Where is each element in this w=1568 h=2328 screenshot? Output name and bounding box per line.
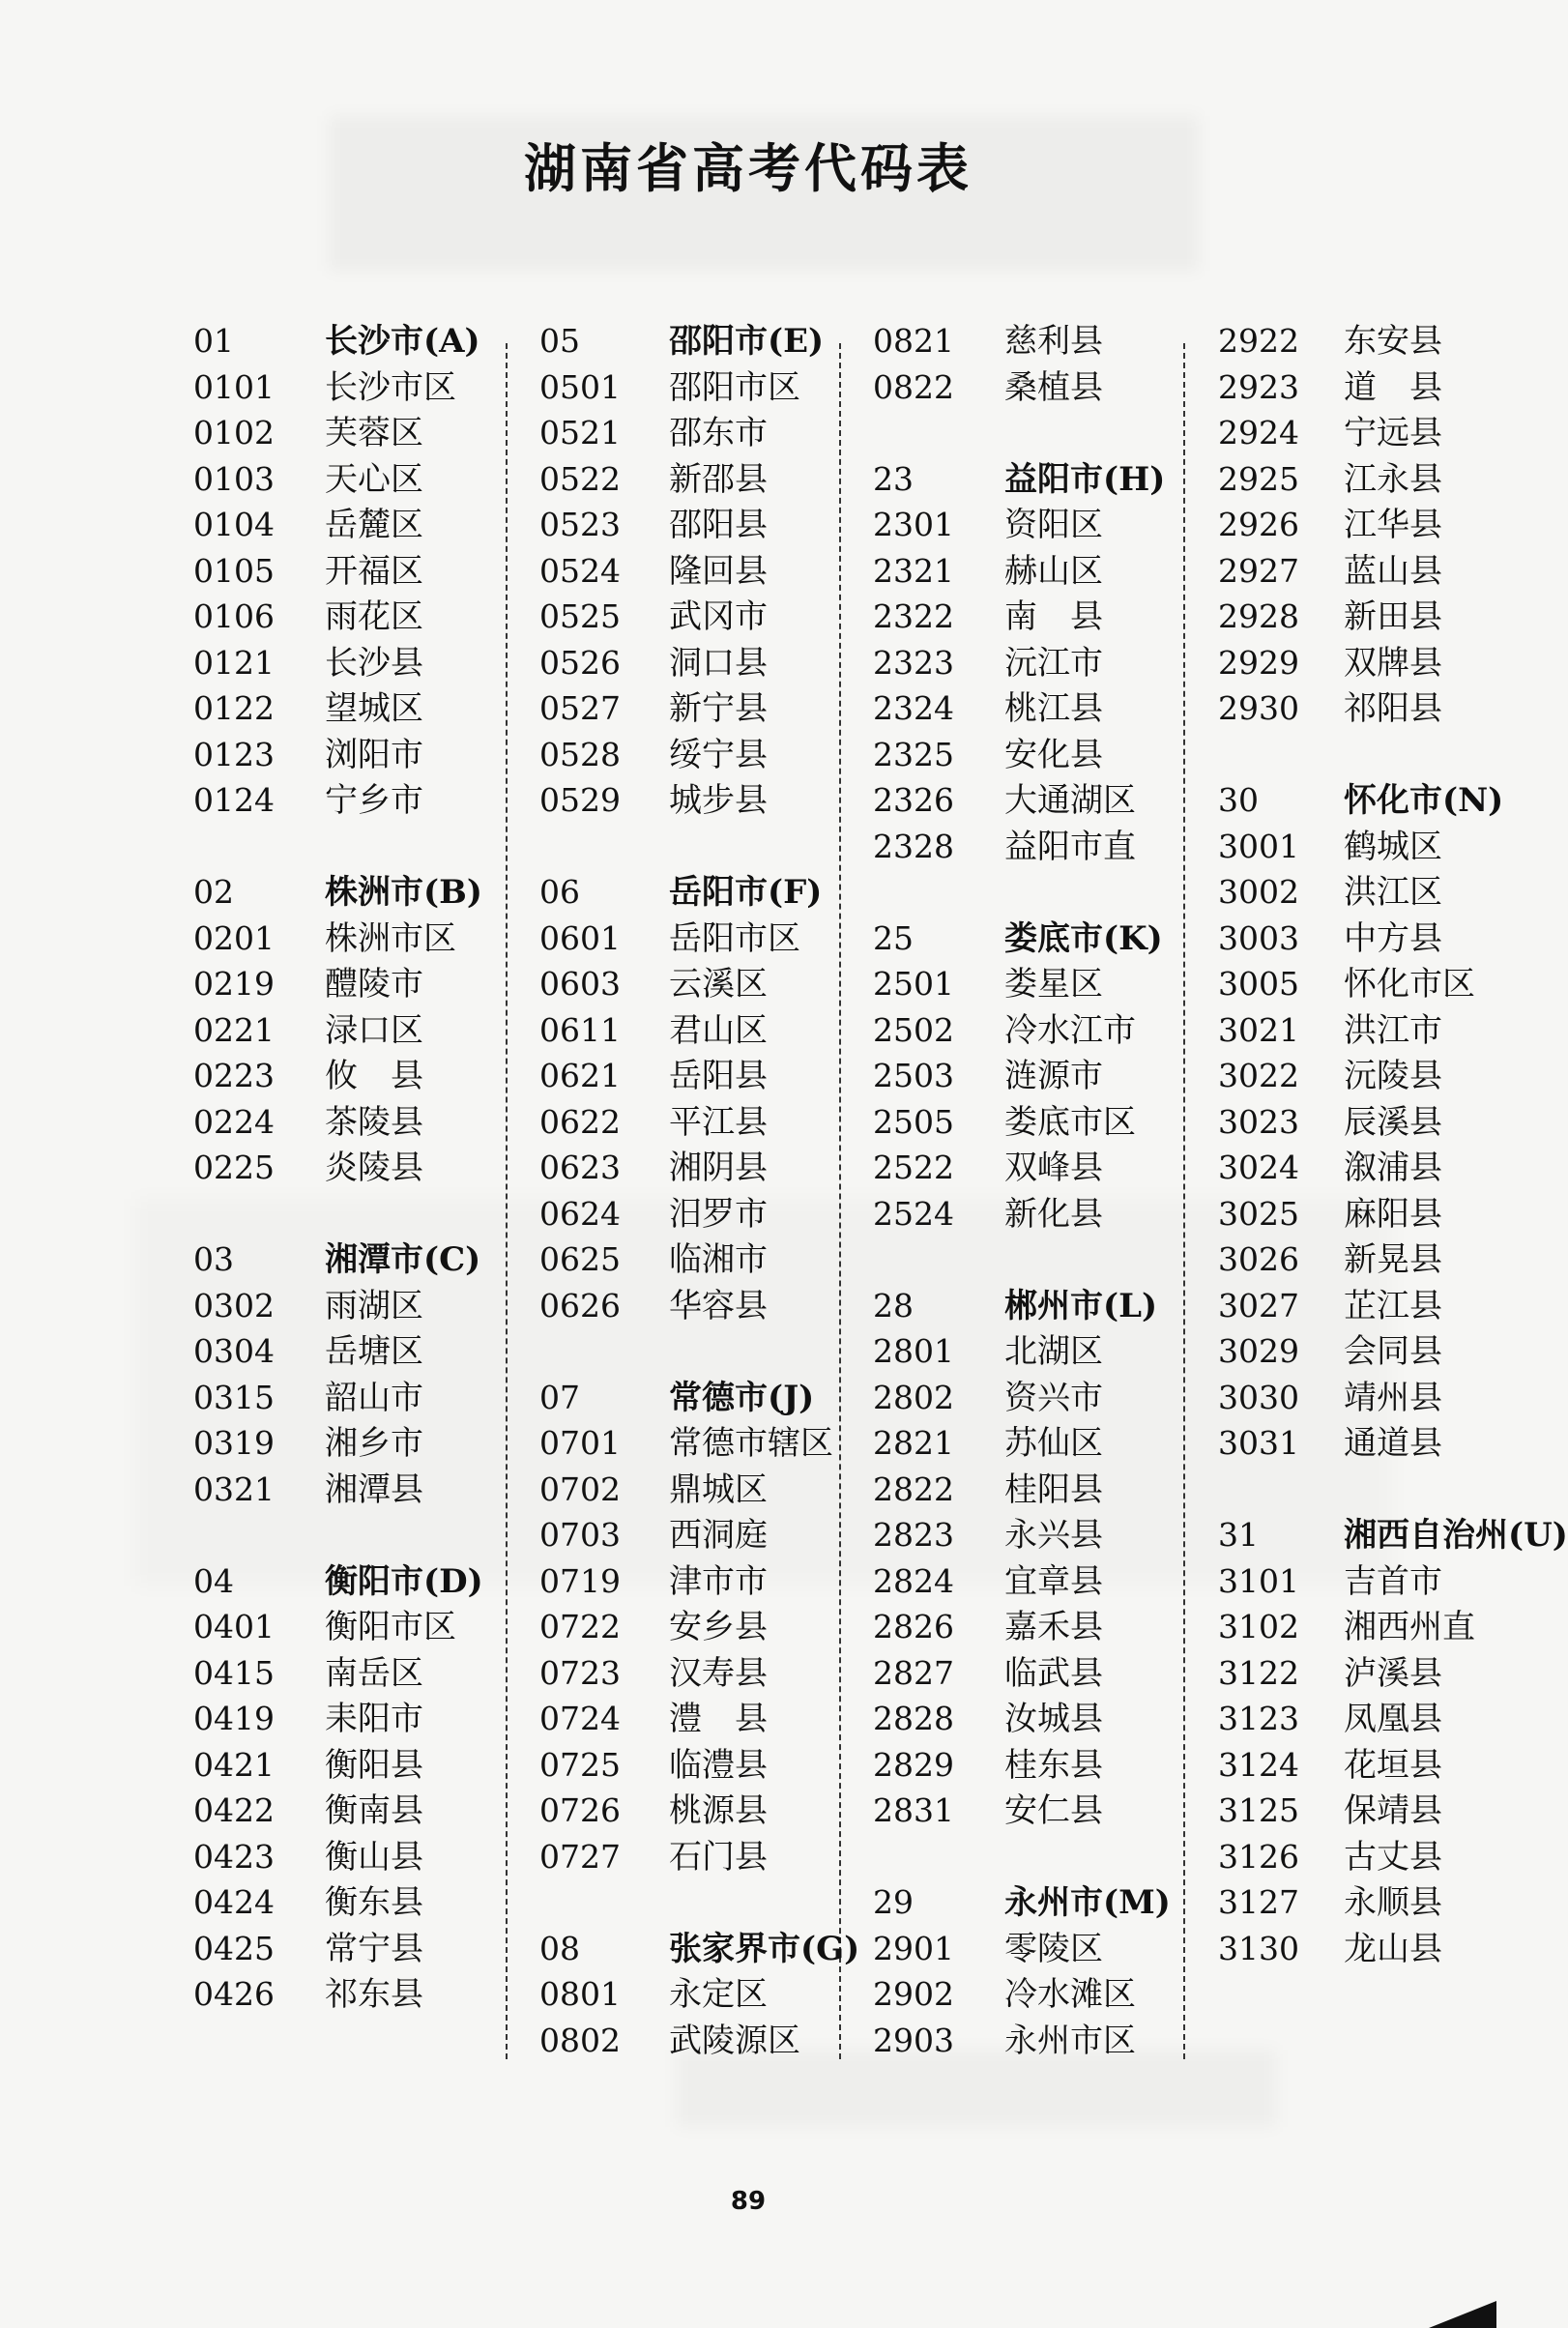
region-name: 中方县 bbox=[1344, 918, 1442, 958]
region-name: 桂东县 bbox=[1004, 1745, 1103, 1785]
region-code: 03 bbox=[193, 1240, 234, 1278]
region-code: 3026 bbox=[1218, 1240, 1299, 1278]
region-code: 0225 bbox=[193, 1149, 275, 1186]
region-name: 华容县 bbox=[669, 1286, 768, 1325]
region-code: 0103 bbox=[193, 459, 275, 498]
region-name: 慈利县 bbox=[1004, 322, 1103, 361]
page-corner-mark bbox=[1429, 2301, 1496, 2328]
region-code: 0426 bbox=[193, 1975, 275, 2013]
region-code: 3102 bbox=[1218, 1608, 1299, 1645]
region-name: 鹤城区 bbox=[1344, 827, 1442, 866]
column-divider bbox=[839, 343, 841, 2059]
region-code: 0415 bbox=[193, 1653, 275, 1692]
region-name: 辰溪县 bbox=[1344, 1102, 1442, 1142]
region-name: 益阳市(H) bbox=[1004, 459, 1166, 499]
region-code: 3031 bbox=[1218, 1424, 1299, 1462]
region-code: 2328 bbox=[873, 827, 954, 865]
region-name: 江华县 bbox=[1344, 506, 1442, 544]
region-code: 2802 bbox=[873, 1378, 954, 1416]
region-code: 3124 bbox=[1218, 1745, 1299, 1784]
region-code: 2930 bbox=[1218, 689, 1299, 727]
region-name: 武陵源区 bbox=[669, 2021, 800, 2060]
region-name: 沅江市 bbox=[1004, 643, 1103, 683]
region-code: 3027 bbox=[1218, 1286, 1299, 1324]
region-code: 3005 bbox=[1218, 965, 1299, 1003]
region-name: 常宁县 bbox=[325, 1929, 423, 1968]
region-code: 0105 bbox=[193, 551, 275, 590]
region-name: 开福区 bbox=[325, 551, 423, 591]
region-code: 2926 bbox=[1218, 506, 1299, 543]
region-name: 澧 县 bbox=[669, 1700, 768, 1738]
region-code: 2505 bbox=[873, 1102, 954, 1141]
region-name: 保靖县 bbox=[1344, 1791, 1442, 1830]
region-name: 石门县 bbox=[669, 1837, 768, 1877]
region-code: 0419 bbox=[193, 1700, 275, 1737]
region-name: 永顺县 bbox=[1344, 1883, 1442, 1922]
region-code: 2324 bbox=[873, 689, 954, 727]
region-name: 新化县 bbox=[1004, 1194, 1103, 1234]
region-code: 2929 bbox=[1218, 643, 1299, 682]
region-name: 汨罗市 bbox=[669, 1194, 768, 1234]
region-name: 永州市区 bbox=[1004, 2021, 1136, 2060]
region-code: 0701 bbox=[539, 1424, 621, 1462]
region-name: 苏仙区 bbox=[1004, 1424, 1103, 1463]
region-name: 湘潭市(C) bbox=[325, 1240, 481, 1279]
region-code: 08 bbox=[539, 1929, 580, 1967]
region-name: 桑植县 bbox=[1004, 367, 1103, 407]
region-code: 3122 bbox=[1218, 1653, 1299, 1692]
region-code: 2925 bbox=[1218, 459, 1299, 498]
region-name: 衡南县 bbox=[325, 1791, 423, 1830]
region-code: 0603 bbox=[539, 965, 621, 1003]
region-name: 桃源县 bbox=[669, 1791, 768, 1830]
region-code: 0529 bbox=[539, 781, 621, 819]
region-code: 3127 bbox=[1218, 1883, 1299, 1921]
region-name: 衡阳市区 bbox=[325, 1608, 456, 1646]
region-name: 祁阳县 bbox=[1344, 689, 1442, 728]
region-code: 2831 bbox=[873, 1791, 954, 1829]
region-code: 0526 bbox=[539, 643, 621, 682]
region-code: 2824 bbox=[873, 1561, 954, 1600]
region-name: 邵东市 bbox=[669, 414, 768, 452]
region-name: 天心区 bbox=[325, 459, 423, 499]
region-name: 永州市(M) bbox=[1004, 1883, 1171, 1922]
region-name: 醴陵市 bbox=[325, 965, 423, 1004]
region-name: 临湘市 bbox=[669, 1240, 768, 1279]
region-name: 津市市 bbox=[669, 1561, 768, 1601]
region-code: 2325 bbox=[873, 735, 954, 773]
region-name: 韶山市 bbox=[325, 1378, 423, 1417]
region-name: 衡东县 bbox=[325, 1883, 423, 1922]
region-name: 隆回县 bbox=[669, 551, 768, 591]
region-name: 双峰县 bbox=[1004, 1149, 1103, 1187]
region-code: 0528 bbox=[539, 735, 621, 773]
region-name: 麻阳县 bbox=[1344, 1194, 1442, 1234]
region-code: 0501 bbox=[539, 367, 621, 406]
region-code: 0304 bbox=[193, 1332, 275, 1370]
region-code: 0703 bbox=[539, 1516, 621, 1554]
region-code: 0723 bbox=[539, 1653, 621, 1692]
region-code: 0104 bbox=[193, 506, 275, 543]
region-code: 3126 bbox=[1218, 1837, 1299, 1876]
region-name: 吉首市 bbox=[1344, 1561, 1442, 1601]
region-code: 0525 bbox=[539, 597, 621, 635]
region-name: 芷江县 bbox=[1344, 1286, 1442, 1325]
region-name: 靖州县 bbox=[1344, 1378, 1442, 1417]
region-code: 0422 bbox=[193, 1791, 275, 1829]
region-name: 洪江区 bbox=[1344, 873, 1442, 912]
region-name: 湘西自治州(U) bbox=[1344, 1516, 1568, 1555]
region-code: 3022 bbox=[1218, 1057, 1299, 1094]
region-code: 30 bbox=[1218, 781, 1259, 819]
region-code: 0401 bbox=[193, 1608, 275, 1645]
region-name: 南 县 bbox=[1004, 597, 1103, 636]
region-code: 29 bbox=[873, 1883, 914, 1921]
region-code: 0102 bbox=[193, 414, 275, 451]
region-code: 0423 bbox=[193, 1837, 275, 1876]
region-code: 0122 bbox=[193, 689, 275, 727]
region-code: 2322 bbox=[873, 597, 954, 635]
region-code: 0321 bbox=[193, 1470, 275, 1508]
region-name: 娄星区 bbox=[1004, 965, 1103, 1004]
region-name: 临澧县 bbox=[669, 1745, 768, 1785]
region-name: 茶陵县 bbox=[325, 1102, 423, 1142]
region-name: 娄底市区 bbox=[1004, 1102, 1136, 1142]
region-name: 衡阳县 bbox=[325, 1745, 423, 1785]
region-name: 浏阳市 bbox=[325, 735, 423, 774]
region-name: 长沙县 bbox=[325, 643, 423, 683]
region-code: 2828 bbox=[873, 1700, 954, 1737]
region-name: 望城区 bbox=[325, 689, 423, 728]
region-name: 怀化市(N) bbox=[1344, 781, 1504, 820]
region-name: 洞口县 bbox=[669, 643, 768, 683]
region-code: 0319 bbox=[193, 1424, 275, 1462]
region-name: 资兴市 bbox=[1004, 1378, 1103, 1417]
region-code: 0802 bbox=[539, 2021, 621, 2059]
region-name: 绥宁县 bbox=[669, 735, 768, 774]
region-name: 桂阳县 bbox=[1004, 1470, 1103, 1509]
region-name: 永定区 bbox=[669, 1975, 768, 2014]
region-code: 0219 bbox=[193, 965, 275, 1003]
region-name: 湘潭县 bbox=[325, 1470, 423, 1509]
column-divider bbox=[1183, 343, 1185, 2059]
region-name: 岳阳市(F) bbox=[669, 873, 823, 912]
region-name: 溆浦县 bbox=[1344, 1149, 1442, 1187]
region-name: 会同县 bbox=[1344, 1332, 1442, 1371]
region-code: 2927 bbox=[1218, 551, 1299, 590]
region-name: 攸 县 bbox=[325, 1057, 423, 1095]
region-name: 安化县 bbox=[1004, 735, 1103, 774]
region-name: 雨花区 bbox=[325, 597, 423, 636]
region-code: 3101 bbox=[1218, 1561, 1299, 1600]
region-name: 邵阳市(E) bbox=[669, 322, 825, 361]
region-code: 2829 bbox=[873, 1745, 954, 1784]
region-name: 鼎城区 bbox=[669, 1470, 768, 1509]
region-name: 平江县 bbox=[669, 1102, 768, 1142]
region-code: 3002 bbox=[1218, 873, 1299, 911]
region-name: 渌口区 bbox=[325, 1010, 423, 1050]
region-code: 2822 bbox=[873, 1470, 954, 1508]
region-code: 0626 bbox=[539, 1286, 621, 1324]
region-name: 新邵县 bbox=[669, 459, 768, 499]
region-name: 岳麓区 bbox=[325, 506, 423, 544]
region-name: 张家界市(G) bbox=[669, 1929, 860, 1968]
region-code: 0315 bbox=[193, 1378, 275, 1416]
region-code: 2301 bbox=[873, 506, 954, 543]
region-code: 0722 bbox=[539, 1608, 621, 1645]
page-number: 89 bbox=[730, 2187, 767, 2216]
region-code: 0702 bbox=[539, 1470, 621, 1508]
region-code: 3030 bbox=[1218, 1378, 1299, 1416]
region-name: 洪江市 bbox=[1344, 1010, 1442, 1050]
region-code: 2326 bbox=[873, 781, 954, 819]
region-code: 2522 bbox=[873, 1149, 954, 1186]
region-code: 0121 bbox=[193, 643, 275, 682]
region-code: 0623 bbox=[539, 1149, 621, 1186]
region-name: 长沙市(A) bbox=[325, 322, 480, 361]
region-name: 冷水江市 bbox=[1004, 1010, 1136, 1050]
region-code: 31 bbox=[1218, 1516, 1259, 1554]
region-name: 邵阳市区 bbox=[669, 367, 800, 407]
region-code: 2503 bbox=[873, 1057, 954, 1094]
region-code: 0725 bbox=[539, 1745, 621, 1784]
region-code: 2823 bbox=[873, 1516, 954, 1554]
region-code: 0201 bbox=[193, 918, 275, 957]
region-name: 安仁县 bbox=[1004, 1791, 1103, 1830]
region-name: 湘乡市 bbox=[325, 1424, 423, 1463]
region-code: 2323 bbox=[873, 643, 954, 682]
region-name: 凤凰县 bbox=[1344, 1700, 1442, 1738]
region-code: 3025 bbox=[1218, 1194, 1299, 1233]
region-code: 0521 bbox=[539, 414, 621, 451]
region-name: 道 县 bbox=[1344, 367, 1442, 407]
region-code: 28 bbox=[873, 1286, 914, 1324]
region-name: 湘西州直 bbox=[1344, 1608, 1475, 1646]
region-code: 0124 bbox=[193, 781, 275, 819]
region-code: 01 bbox=[193, 322, 234, 360]
region-name: 涟源市 bbox=[1004, 1057, 1103, 1095]
region-code: 0101 bbox=[193, 367, 275, 406]
region-code: 2821 bbox=[873, 1424, 954, 1462]
region-name: 汉寿县 bbox=[669, 1653, 768, 1693]
region-name: 新宁县 bbox=[669, 689, 768, 728]
region-code: 2924 bbox=[1218, 414, 1299, 451]
region-name: 双牌县 bbox=[1344, 643, 1442, 683]
region-code: 06 bbox=[539, 873, 580, 911]
region-code: 0621 bbox=[539, 1057, 621, 1094]
region-code: 0523 bbox=[539, 506, 621, 543]
region-code: 0302 bbox=[193, 1286, 275, 1324]
region-code: 2801 bbox=[873, 1332, 954, 1370]
region-name: 北湖区 bbox=[1004, 1332, 1103, 1371]
region-name: 东安县 bbox=[1344, 322, 1442, 361]
region-name: 株洲市区 bbox=[325, 918, 456, 958]
region-code: 2501 bbox=[873, 965, 954, 1003]
region-name: 益阳市直 bbox=[1004, 827, 1136, 866]
region-name: 株洲市(B) bbox=[325, 873, 482, 912]
region-code: 3125 bbox=[1218, 1791, 1299, 1829]
region-name: 郴州市(L) bbox=[1004, 1286, 1158, 1325]
region-name: 新晃县 bbox=[1344, 1240, 1442, 1279]
region-name: 新田县 bbox=[1344, 597, 1442, 636]
region-name: 临武县 bbox=[1004, 1653, 1103, 1693]
region-code: 0424 bbox=[193, 1883, 275, 1921]
region-code: 0821 bbox=[873, 322, 954, 360]
region-name: 龙山县 bbox=[1344, 1929, 1442, 1968]
region-code: 2502 bbox=[873, 1010, 954, 1049]
region-name: 汝城县 bbox=[1004, 1700, 1103, 1738]
region-name: 宁远县 bbox=[1344, 414, 1442, 452]
region-name: 冷水滩区 bbox=[1004, 1975, 1136, 2014]
region-code: 2903 bbox=[873, 2021, 954, 2059]
region-name: 君山区 bbox=[669, 1010, 768, 1050]
region-code: 3003 bbox=[1218, 918, 1299, 957]
region-code: 0223 bbox=[193, 1057, 275, 1094]
region-code: 02 bbox=[193, 873, 234, 911]
region-name: 耒阳市 bbox=[325, 1700, 423, 1738]
region-name: 桃江县 bbox=[1004, 689, 1103, 728]
region-code: 3029 bbox=[1218, 1332, 1299, 1370]
region-code: 2827 bbox=[873, 1653, 954, 1692]
region-code: 0622 bbox=[539, 1102, 621, 1141]
region-code: 3021 bbox=[1218, 1010, 1299, 1049]
region-name: 岳塘区 bbox=[325, 1332, 423, 1371]
region-name: 城步县 bbox=[669, 781, 768, 820]
region-name: 零陵区 bbox=[1004, 1929, 1103, 1968]
region-code: 2524 bbox=[873, 1194, 954, 1233]
page-title: 湖南省高考代码表 bbox=[524, 138, 973, 199]
region-name: 大通湖区 bbox=[1004, 781, 1136, 820]
region-code: 07 bbox=[539, 1378, 580, 1416]
region-code: 25 bbox=[873, 918, 914, 957]
region-code: 0524 bbox=[539, 551, 621, 590]
region-name: 长沙市区 bbox=[325, 367, 456, 407]
region-code: 3024 bbox=[1218, 1149, 1299, 1186]
region-name: 岳阳市区 bbox=[669, 918, 800, 958]
region-name: 古丈县 bbox=[1344, 1837, 1442, 1877]
region-name: 花垣县 bbox=[1344, 1745, 1442, 1785]
region-name: 宁乡市 bbox=[325, 781, 423, 820]
region-code: 2901 bbox=[873, 1929, 954, 1967]
region-code: 0727 bbox=[539, 1837, 621, 1876]
region-name: 蓝山县 bbox=[1344, 551, 1442, 591]
region-name: 泸溪县 bbox=[1344, 1653, 1442, 1693]
region-code: 0724 bbox=[539, 1700, 621, 1737]
region-name: 江永县 bbox=[1344, 459, 1442, 499]
region-code: 3023 bbox=[1218, 1102, 1299, 1141]
region-code: 2902 bbox=[873, 1975, 954, 2013]
region-name: 宜章县 bbox=[1004, 1561, 1103, 1601]
region-code: 0624 bbox=[539, 1194, 621, 1233]
region-code: 0425 bbox=[193, 1929, 275, 1967]
region-name: 南岳区 bbox=[325, 1653, 423, 1693]
region-code: 0822 bbox=[873, 367, 954, 406]
region-code: 0527 bbox=[539, 689, 621, 727]
region-name: 嘉禾县 bbox=[1004, 1608, 1103, 1646]
region-code: 0106 bbox=[193, 597, 275, 635]
region-code: 0221 bbox=[193, 1010, 275, 1049]
region-code: 2321 bbox=[873, 551, 954, 590]
region-name: 邵阳县 bbox=[669, 506, 768, 544]
region-name: 云溪区 bbox=[669, 965, 768, 1004]
region-name: 怀化市区 bbox=[1344, 965, 1475, 1004]
region-code: 2922 bbox=[1218, 322, 1299, 360]
region-code: 2928 bbox=[1218, 597, 1299, 635]
region-name: 赫山区 bbox=[1004, 551, 1103, 591]
region-code: 04 bbox=[193, 1561, 234, 1600]
region-name: 沅陵县 bbox=[1344, 1057, 1442, 1095]
region-name: 永兴县 bbox=[1004, 1516, 1103, 1555]
region-name: 衡山县 bbox=[325, 1837, 423, 1877]
region-name: 岳阳县 bbox=[669, 1057, 768, 1095]
region-name: 湘阴县 bbox=[669, 1149, 768, 1187]
region-code: 0601 bbox=[539, 918, 621, 957]
region-name: 西洞庭 bbox=[669, 1516, 768, 1555]
region-code: 0522 bbox=[539, 459, 621, 498]
region-name: 炎陵县 bbox=[325, 1149, 423, 1187]
region-code: 3130 bbox=[1218, 1929, 1299, 1967]
region-name: 祁东县 bbox=[325, 1975, 423, 2014]
region-name: 武冈市 bbox=[669, 597, 768, 636]
region-code: 2923 bbox=[1218, 367, 1299, 406]
region-name: 芙蓉区 bbox=[325, 414, 423, 452]
region-code: 05 bbox=[539, 322, 580, 360]
region-code: 0719 bbox=[539, 1561, 621, 1600]
region-code: 23 bbox=[873, 459, 914, 498]
region-code: 0123 bbox=[193, 735, 275, 773]
region-name: 娄底市(K) bbox=[1004, 918, 1163, 958]
region-code: 0726 bbox=[539, 1791, 621, 1829]
region-name: 资阳区 bbox=[1004, 506, 1103, 544]
region-code: 0421 bbox=[193, 1745, 275, 1784]
column-divider bbox=[506, 343, 508, 2059]
region-name: 雨湖区 bbox=[325, 1286, 423, 1325]
region-name: 通道县 bbox=[1344, 1424, 1442, 1463]
region-code: 0801 bbox=[539, 1975, 621, 2013]
region-code: 3123 bbox=[1218, 1700, 1299, 1737]
region-code: 0611 bbox=[539, 1010, 621, 1049]
region-code: 0625 bbox=[539, 1240, 621, 1278]
region-name: 常德市辖区 bbox=[669, 1424, 833, 1463]
region-name: 衡阳市(D) bbox=[325, 1561, 483, 1601]
region-code: 0224 bbox=[193, 1102, 275, 1141]
region-code: 3001 bbox=[1218, 827, 1299, 865]
region-name: 安乡县 bbox=[669, 1608, 768, 1646]
region-code: 2826 bbox=[873, 1608, 954, 1645]
region-name: 常德市(J) bbox=[669, 1378, 815, 1417]
